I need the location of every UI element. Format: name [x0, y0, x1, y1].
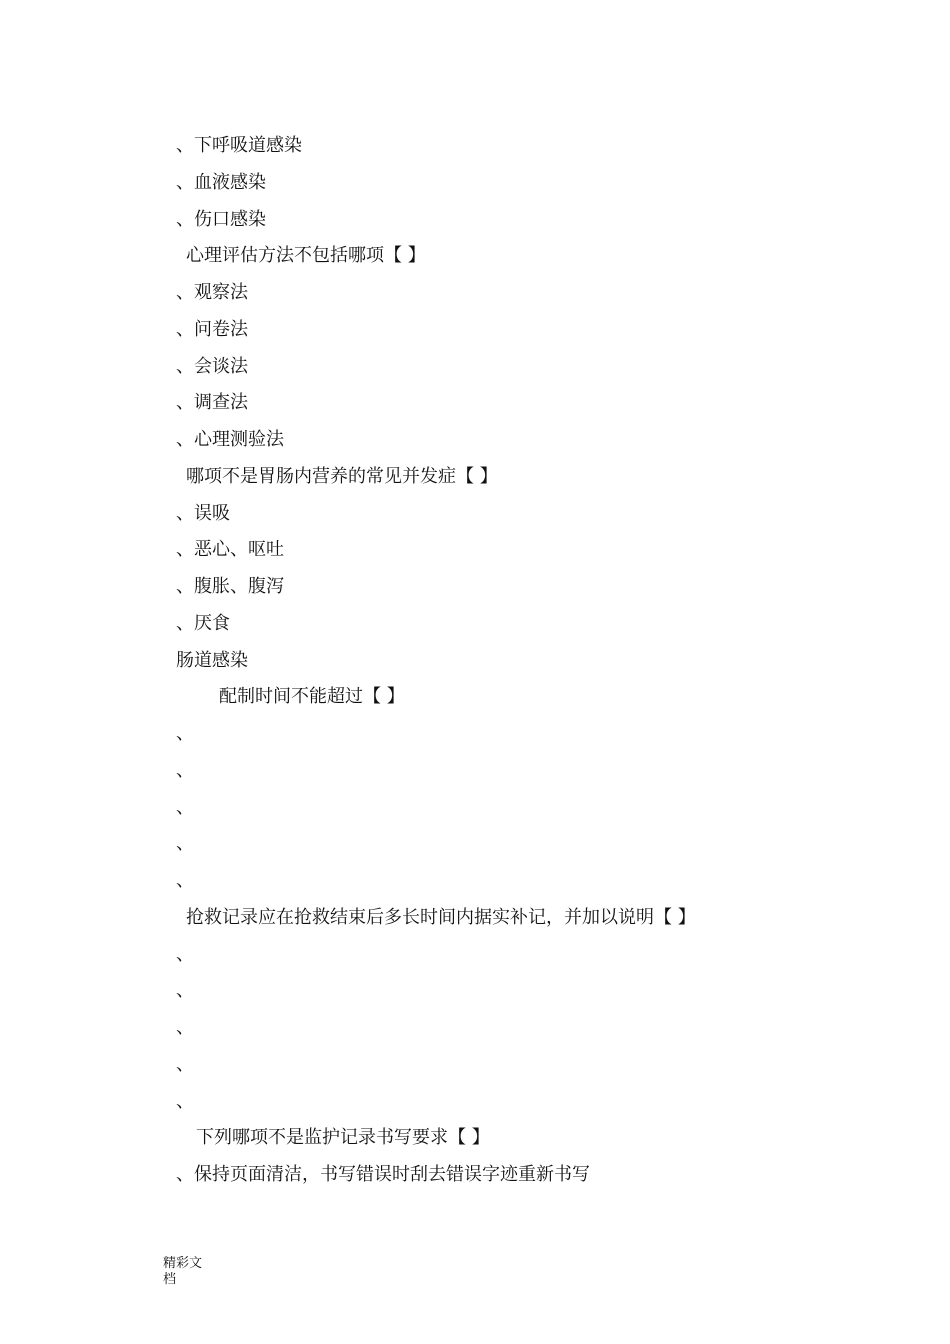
option-line: 、	[176, 944, 194, 965]
option-line: 、下呼吸道感染	[176, 135, 302, 156]
question-line: 配制时间不能超过【 】	[219, 686, 405, 707]
option-line: 、观察法	[176, 282, 248, 303]
option-line: 、保持页面清洁，书写错误时刮去错误字迹重新书写	[176, 1164, 590, 1185]
option-line: 、伤口感染	[176, 209, 266, 230]
option-line: 、	[176, 833, 194, 854]
option-line: 、血液感染	[176, 172, 266, 193]
option-line: 、厌食	[176, 613, 230, 634]
question-line: 心理评估方法不包括哪项【 】	[186, 245, 426, 266]
option-line: 、恶心、呕吐	[176, 539, 284, 560]
question-line: 哪项不是胃肠内营养的常见并发症【 】	[186, 466, 498, 487]
option-line: 、	[176, 1054, 194, 1075]
option-line: 、	[176, 980, 194, 1001]
option-line: 、	[176, 723, 194, 744]
option-line: 、问卷法	[176, 319, 248, 340]
option-line: 、调查法	[176, 392, 248, 413]
option-line: 、误吸	[176, 503, 230, 524]
option-line: 肠道感染	[176, 650, 248, 671]
option-line: 、	[176, 1017, 194, 1038]
option-line: 、	[176, 1091, 194, 1112]
option-line: 、会谈法	[176, 356, 248, 377]
option-line: 、	[176, 870, 194, 891]
question-line: 下列哪项不是监护记录书写要求【 】	[196, 1127, 490, 1148]
option-line: 、	[176, 760, 194, 781]
question-line: 抢救记录应在抢救结束后多长时间内据实补记，并加以说明【 】	[186, 907, 696, 928]
option-line: 、	[176, 797, 194, 818]
page-footer: 精彩文档	[163, 1256, 203, 1287]
option-line: 、心理测验法	[176, 429, 284, 450]
option-line: 、腹胀、腹泻	[176, 576, 284, 597]
